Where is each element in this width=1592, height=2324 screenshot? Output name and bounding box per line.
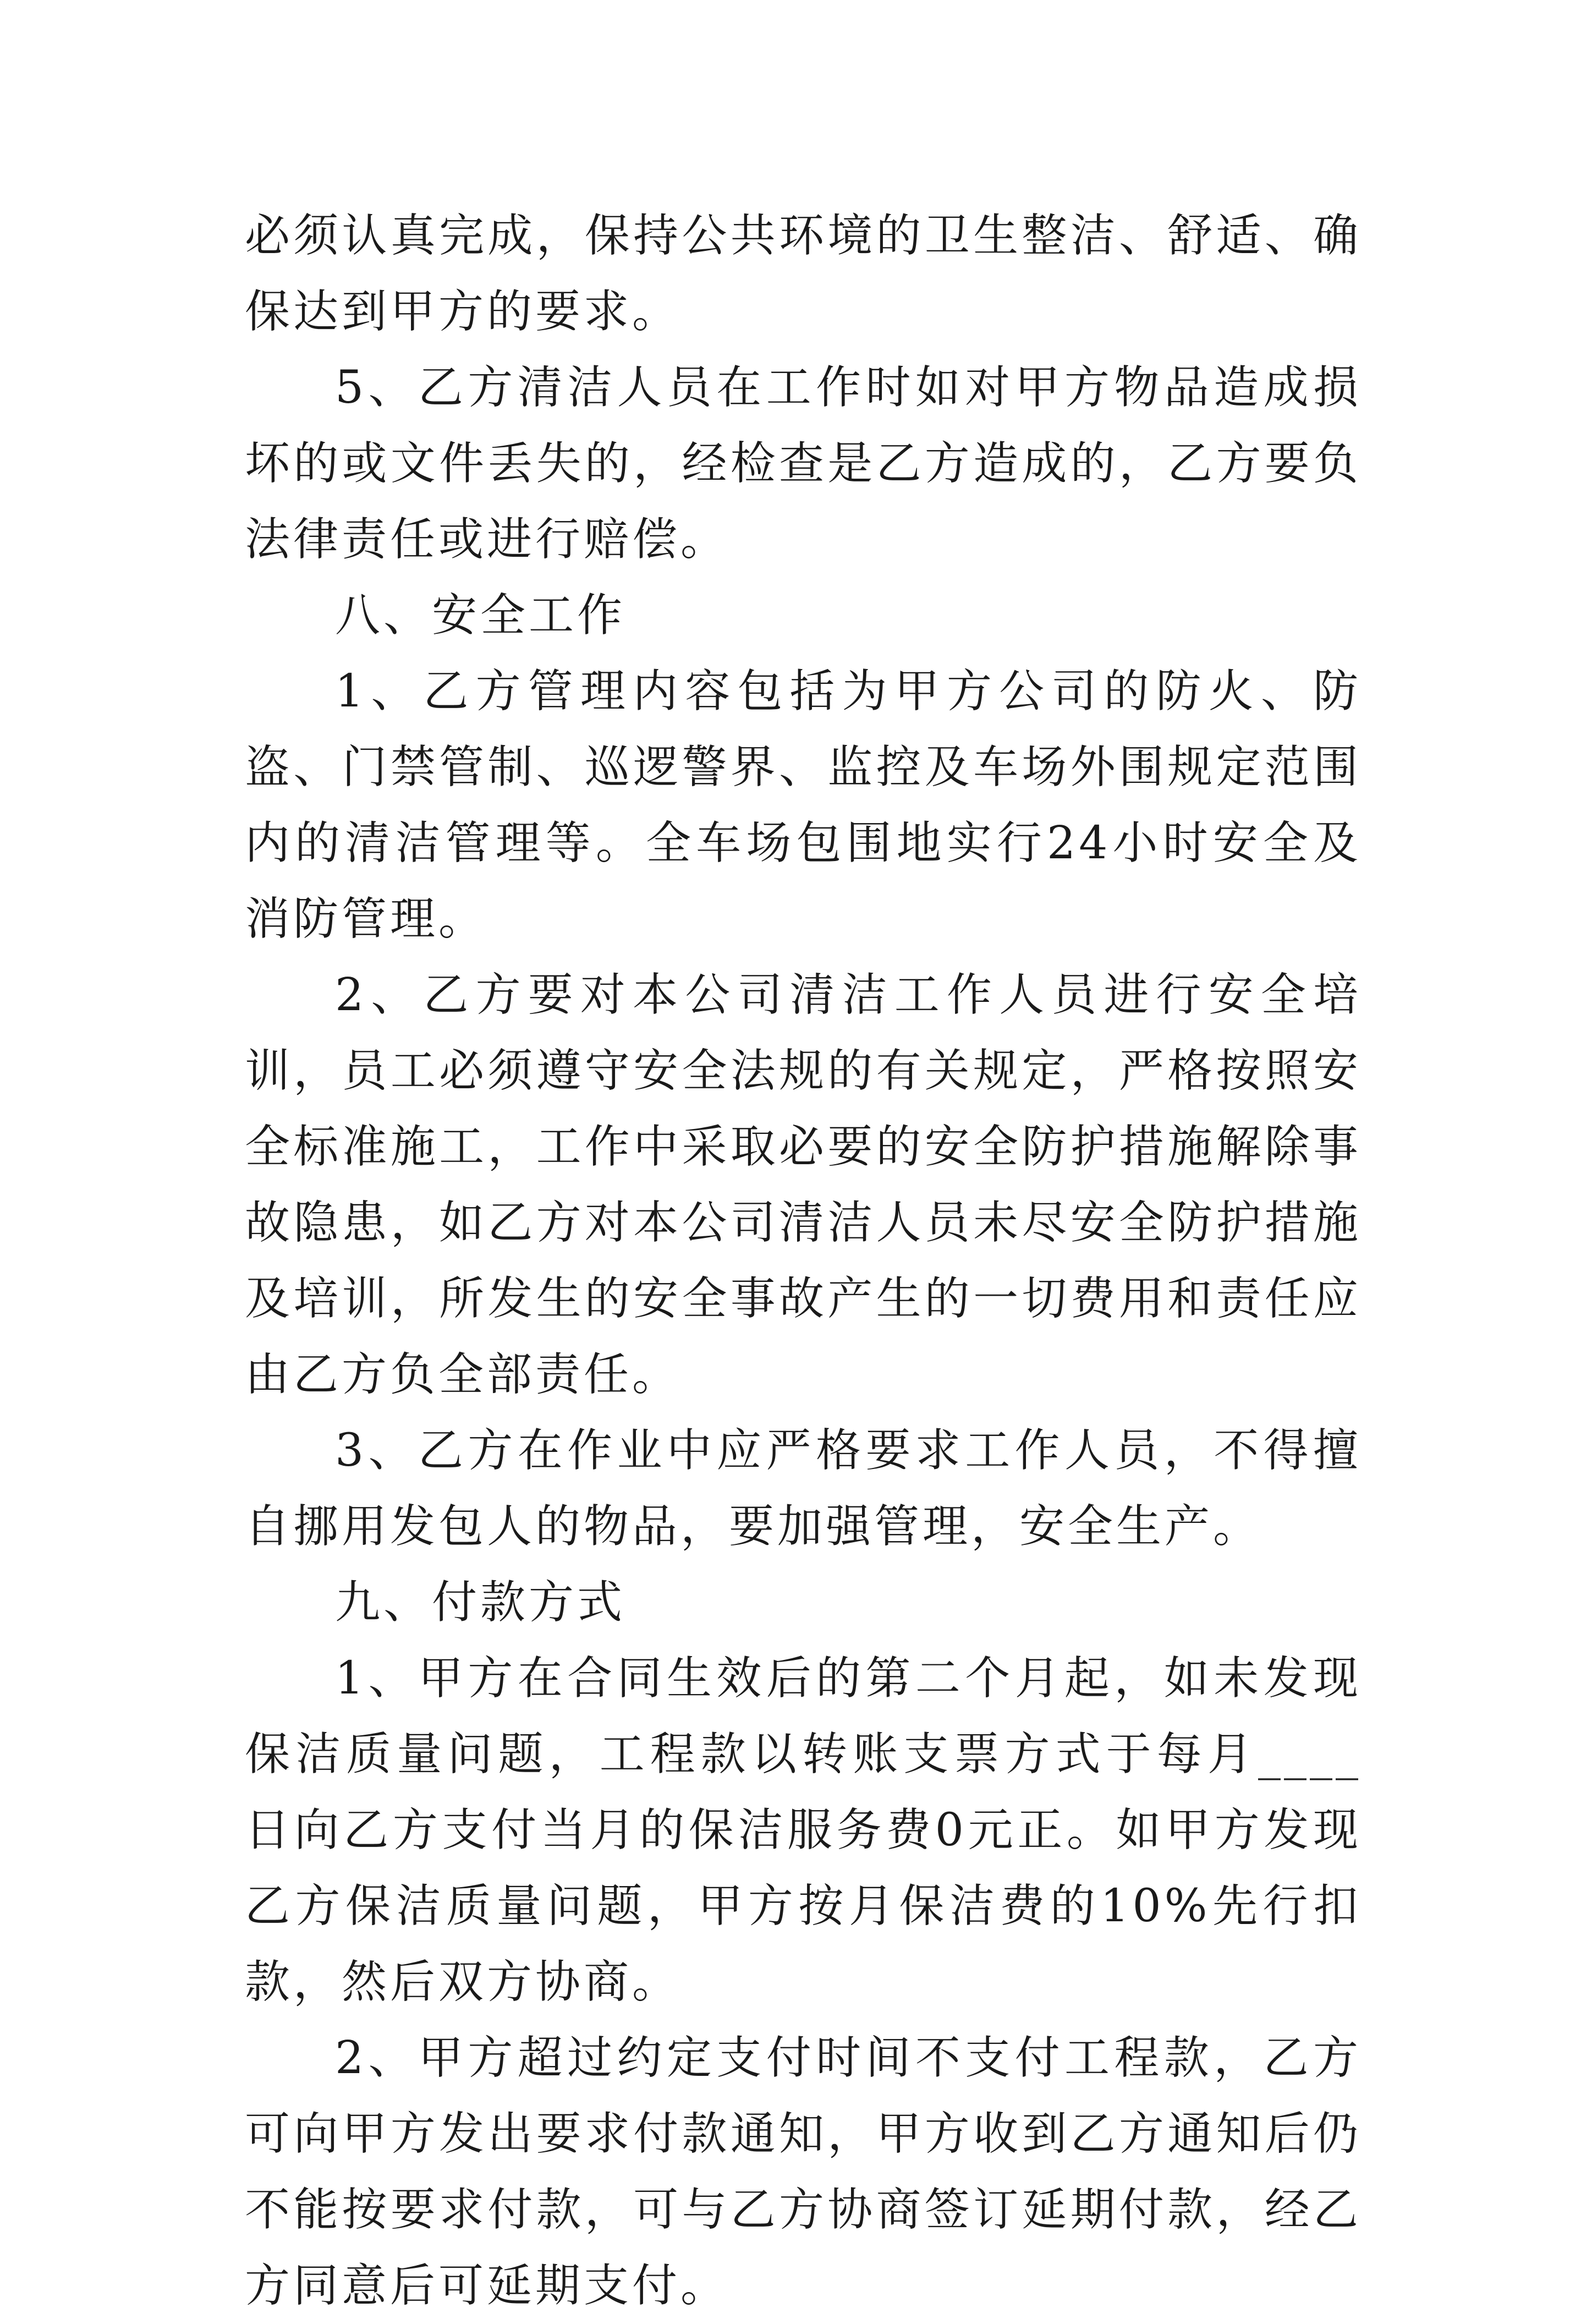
paragraph-clause-9-2: 2、甲方超过约定支付时间不支付工程款，乙方可向甲方发出要求付款通知，甲方收到乙方通知后仍不能按要求付款，可与乙方协商签订延期付款，经乙方同意后可延期支付。 [245, 2032, 1362, 2312]
paragraph-clause-7-5: 5、乙方清洁人员在工作时如对甲方物品造成损坏的或文件丢失的，经检查是乙方造成的，乙方要负法律责任或进行赔偿。 [245, 361, 1362, 566]
paragraph-clause-8-1: 1、乙方管理内容包括为甲方公司的防火、防盗、门禁管制、巡逻警界、监控及车场外围规定范围内的清洁管理等。全车场包围地实行24小时安全及消防管理。 [245, 665, 1362, 945]
section-heading-payment: 九、付款方式 [335, 1576, 626, 1629]
section-heading-security: 八、安全工作 [335, 589, 626, 642]
paragraph-clause-8-2: 2、乙方要对本公司清洁工作人员进行安全培训，员工必须遵守安全法规的有关规定，严格按照安全标准施工，工作中采取必要的安全防护措施解除事故隐患，如乙方对本公司清洁人员未尽安全防护措施及培训，所发生的安全事故产生的一切费用和责任应由乙方负全部责任。 [245, 969, 1362, 1401]
paragraph-continuation: 必须认真完成，保持公共环境的卫生整洁、舒适、确保达到甲方的要求。 [245, 210, 1362, 338]
document-body [245, 198, 1362, 2324]
paragraph-clause-9-1: 1、甲方在合同生效后的第二个月起，如未发现保洁质量问题，工程款以转账支票方式于每月____日向乙方支付当月的保洁服务费0元正。如甲方发现乙方保洁质量问题，甲方按月保洁费的10%先行扣款，然后双方协商。 [245, 1652, 1362, 2008]
paragraph-clause-8-3: 3、乙方在作业中应严格要求工作人员，不得擅自挪用发包人的物品，要加强管理，安全生产。 [245, 1424, 1362, 1553]
